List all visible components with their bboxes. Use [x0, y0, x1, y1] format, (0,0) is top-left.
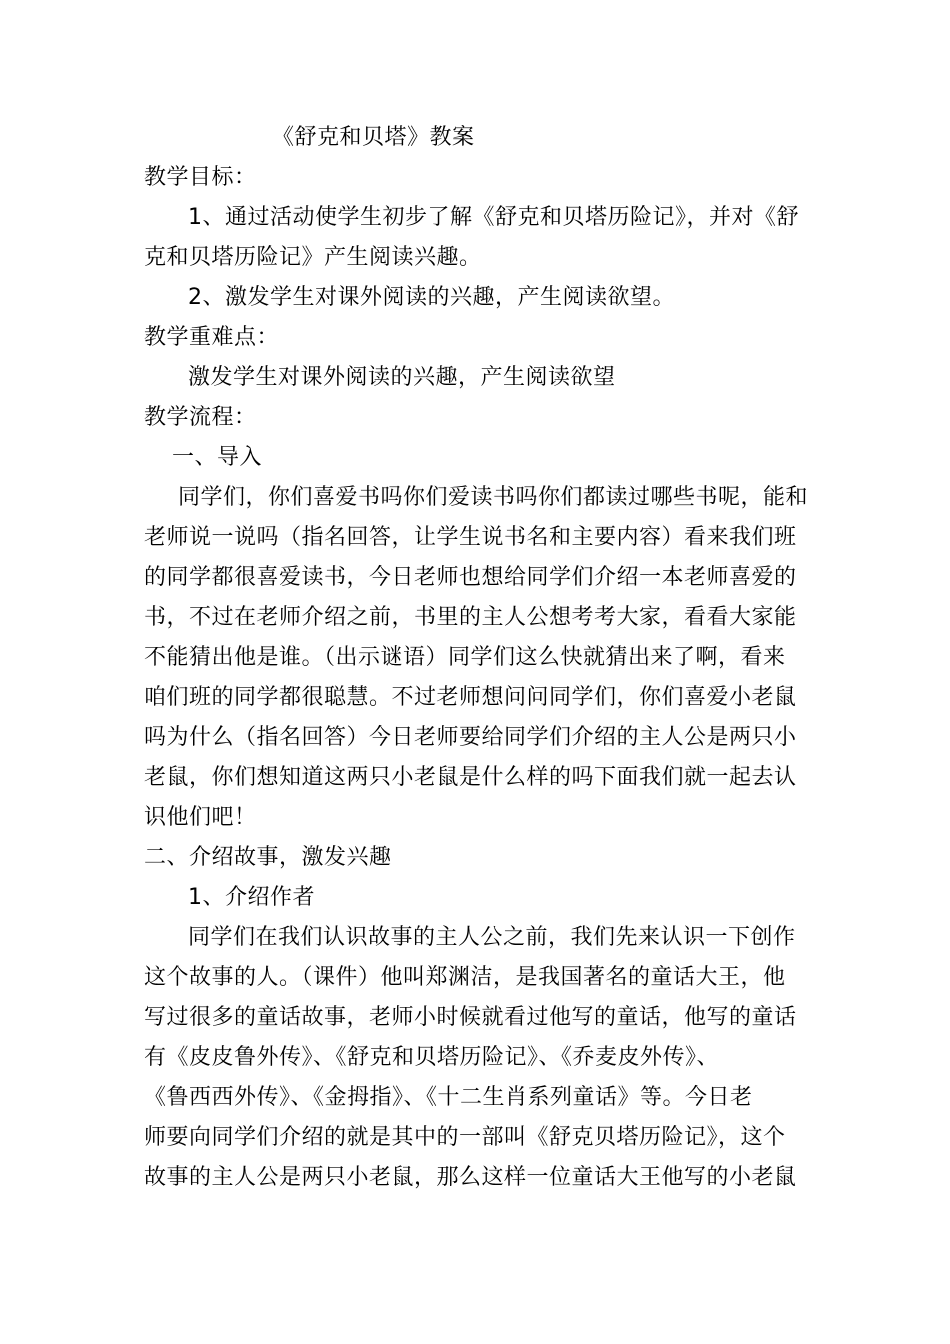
document-title: 《舒克和贝塔》教案 [272, 125, 475, 150]
paragraph-line: 故事的主人公是两只小老鼠，那么这样一位童话大王他写的小老鼠 [144, 1165, 797, 1190]
paragraph-line: 咱们班的同学都很聪慧。不过老师想问问同学们，你们喜爱小老鼠 [144, 685, 797, 710]
section-heading: 二、介绍故事，激发兴趣 [144, 845, 392, 870]
paragraph-line: 同学们，你们喜爱书吗你们爱读书吗你们都读过哪些书呢，能和 [178, 485, 809, 510]
paragraph-line: 2、激发学生对课外阅读的兴趣，产生阅读欲望。 [188, 285, 675, 310]
paragraph-line: 识他们吧！ [144, 805, 257, 830]
paragraph-line: 激发学生对课外阅读的兴趣，产生阅读欲望 [188, 365, 616, 390]
subsection-heading: 1、介绍作者 [188, 885, 315, 910]
section-heading: 教学目标： [144, 165, 257, 190]
paragraph-line: 1、通过活动使学生初步了解《舒克和贝塔历险记》，并对《舒 [188, 205, 799, 230]
paragraph-line: 师要向同学们介绍的就是其中的一部叫《舒克贝塔历险记》，这个 [144, 1125, 786, 1150]
paragraph-line: 这个故事的人。（课件）他叫郑渊洁，是我国著名的童话大王，他 [144, 965, 786, 990]
section-heading: 教学重难点： [144, 325, 280, 350]
paragraph-line: 的同学都很喜爱读书，今日老师也想给同学们介绍一本老师喜爱的 [144, 565, 797, 590]
paragraph-line: 书，不过在老师介绍之前，书里的主人公想考考大家，看看大家能 [144, 605, 797, 630]
paragraph-line: 不能猜出他是谁。（出示谜语）同学们这么快就猜出来了啊，看来 [144, 645, 786, 670]
paragraph-line: 老师说一说吗（指名回答，让学生说书名和主要内容）看来我们班 [144, 525, 797, 550]
section-heading: 教学流程： [144, 405, 257, 430]
paragraph-line: 同学们在我们认识故事的主人公之前，我们先来认识一下创作 [188, 925, 796, 950]
paragraph-line: 老鼠，你们想知道这两只小老鼠是什么样的吗下面我们就一起去认 [144, 765, 797, 790]
paragraph-line: 有《皮皮鲁外传》、《舒克和贝塔历险记》、《乔麦皮外传》、 [144, 1045, 720, 1070]
paragraph-line: 克和贝塔历险记》产生阅读兴趣。 [144, 245, 482, 270]
subsection-heading: 一、导入 [172, 445, 263, 470]
paragraph-line: 《鲁西西外传》、《金拇指》、《十二生肖系列童话》等。今日老 [144, 1085, 753, 1110]
paragraph-line: 写过很多的童话故事，老师小时候就看过他写的童话，他写的童话 [144, 1005, 797, 1030]
paragraph-line: 吗为什么（指名回答）今日老师要给同学们介绍的主人公是两只小 [144, 725, 797, 750]
